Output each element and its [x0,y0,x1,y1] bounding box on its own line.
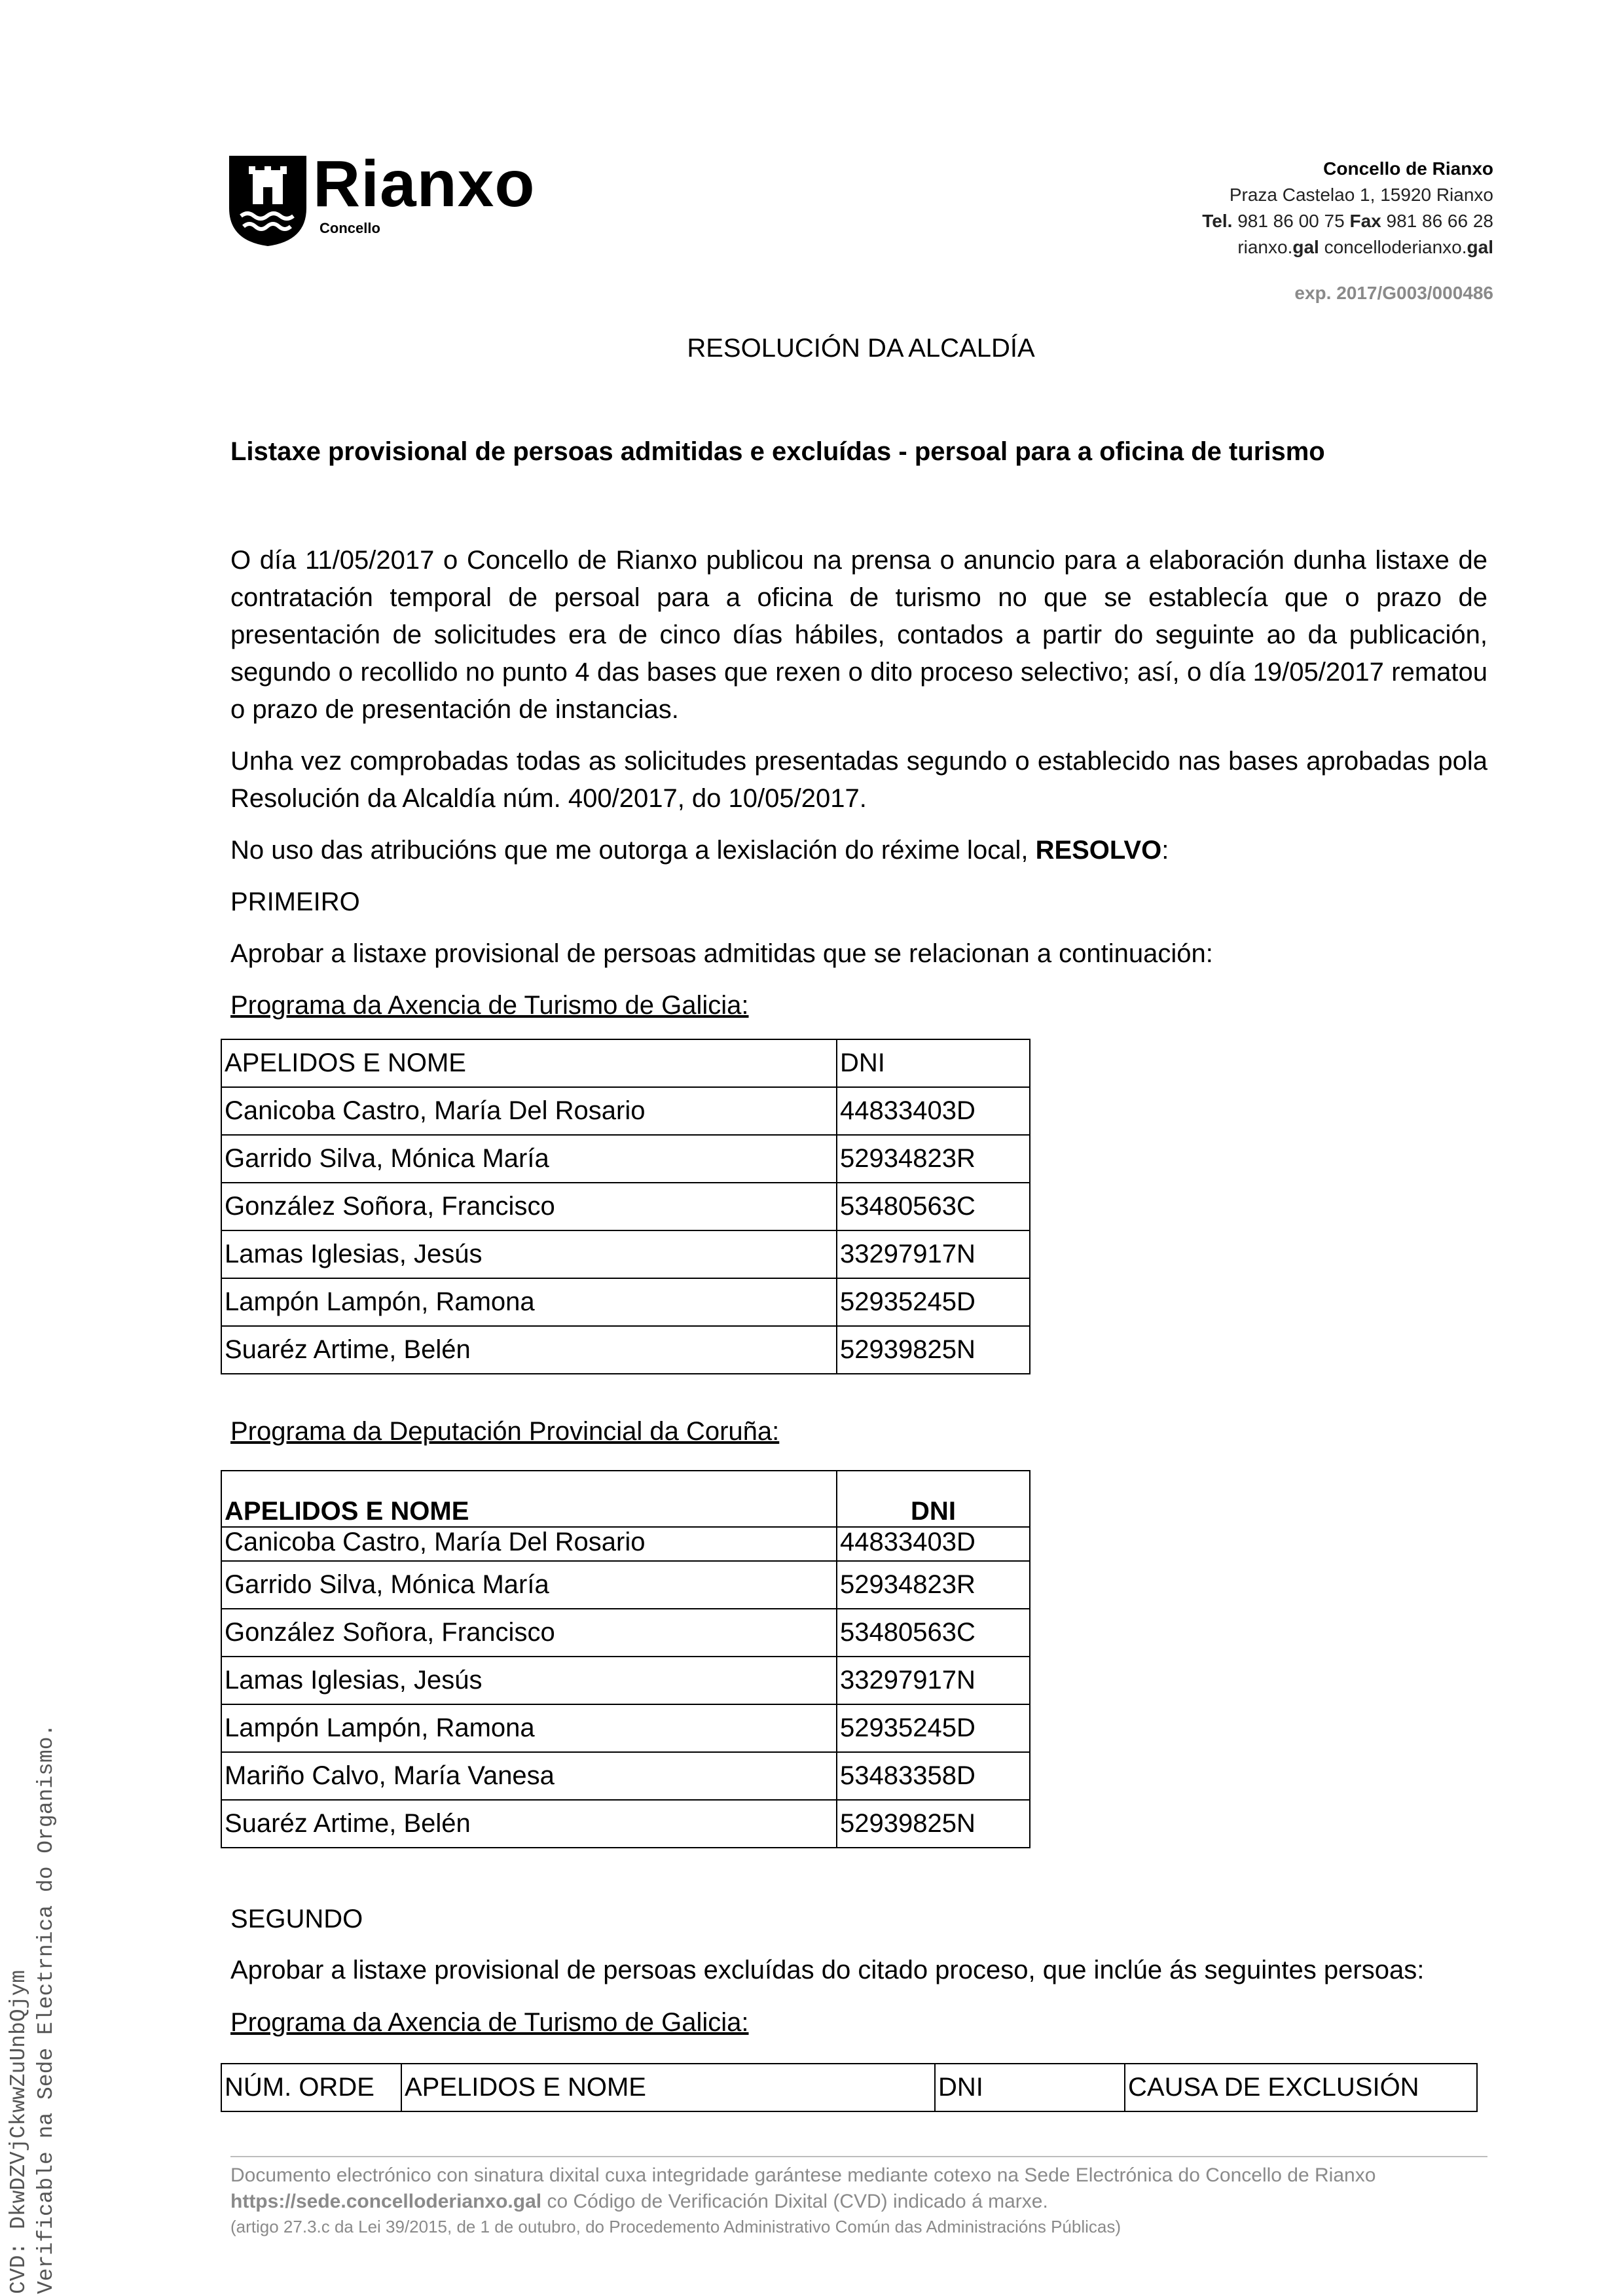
dni-cell: 52934823R [837,1561,1030,1609]
table-header-cell: DNI [837,1039,1030,1087]
table-header-cell: DNI [935,2064,1125,2111]
table-header-row [221,2064,1477,2111]
dni-cell: 52935245D [837,1278,1030,1326]
name-cell: Canicoba Castro, María Del Rosario [221,1527,837,1561]
footer-line-3: (artigo 27.3.c da Lei 39/2015, de 1 de outubro, do Procedemento Administrativo Común das Administracións Públicas) [230,2217,1122,2236]
dni-cell: 52935245D [837,1704,1030,1752]
table-header-row [221,1039,1030,1087]
shield-icon [229,156,306,246]
contact-block [1202,156,1493,260]
paragraph-4: Aprobar a listaxe provisional de persoas admitidas que se relacionan a continuación: [230,939,1213,968]
name-cell: Canicoba Castro, María Del Rosario [221,1087,837,1135]
program-3-title: Programa da Axencia de Turismo de Galicia: [230,2008,749,2037]
document-subject: Listaxe provisional de persoas admitidas e excluídas - persoal para a oficina de turismo [230,437,1325,466]
program-1-title: Programa da Axencia de Turismo de Galicia: [230,991,749,1020]
logo-subtitle: Concello [319,220,380,236]
table-header-cell: CAUSA DE EXCLUSIÓN [1125,2064,1477,2111]
sede-link[interactable]: https://sede.concelloderianxo.gal [230,2191,542,2212]
table-header-cell: DNI [837,1471,1030,1527]
cvd-margin [5,1509,77,2294]
dni-cell: 52939825N [837,1800,1030,1848]
contact-phone-fax: Tel. 981 86 00 75 Fax 981 86 66 28 [1202,211,1493,231]
admitted-table-coruna [221,1470,1030,1848]
footer-line-1: Documento electrónico con sinatura dixital cuxa integridade garántese mediante cotexo na Sede Electrónica do Concello de Rianxo [230,2164,1376,2186]
logo-wordmark: Rianxo [313,147,536,221]
section-primeiro: PRIMEIRO [230,888,360,916]
table-row [221,1326,1030,1374]
program-2-title: Programa da Deputación Provincial da Coruña: [230,1417,780,1446]
table-row [221,1183,1030,1230]
cvd-code: CVD: DkwDZVjCkwwZuUnbQjym [7,1969,31,2294]
dni-cell: 53480563C [837,1609,1030,1657]
name-cell: Lamas Iglesias, Jesús [221,1657,837,1704]
paragraph-3: No uso das atribucións que me outorga a lexislación do réxime local, RESOLVO: [230,836,1169,865]
table-row [221,1752,1030,1800]
table-row [221,1135,1030,1183]
table-header-cell: APELIDOS E NOME [221,1471,837,1527]
name-cell: Suaréz Artime, Belén [221,1326,837,1374]
document-heading: RESOLUCIÓN DA ALCALDÍA [687,334,1035,363]
cvd-note: Verificable na Sede Electrnica do Organismo. [34,1723,58,2294]
table-row [221,1278,1030,1326]
table-row [221,1704,1030,1752]
table-row [221,1561,1030,1609]
rianxo-logo [229,147,570,247]
footer-line-2: https://sede.concelloderianxo.gal co Código de Verificación Dixital (CVD) indicado á marxe. [230,2191,1048,2212]
table-header-cell: NÚM. ORDE [221,2064,401,2111]
table-row [221,1087,1030,1135]
dni-cell: 53483358D [837,1752,1030,1800]
table-header-cell: APELIDOS E NOME [221,1039,837,1087]
dni-cell: 33297917N [837,1230,1030,1278]
table-header-row [221,1471,1030,1527]
contact-address: Praza Castelao 1, 15920 Rianxo [1229,185,1493,205]
name-cell: Suaréz Artime, Belén [221,1800,837,1848]
footer [230,2156,1487,2238]
dni-cell: 33297917N [837,1657,1030,1704]
dni-cell: 53480563C [837,1183,1030,1230]
dni-cell: 52939825N [837,1326,1030,1374]
name-cell: González Soñora, Francisco [221,1609,837,1657]
paragraph-1: O día 11/05/2017 o Concello de Rianxo publicou na prensa o anuncio para a elaboración dunha listaxe de contratación temporal de persoal para a oficina de turismo no que se establecía que o prazo de presentación de solicitudes era de cinco días hábiles, contados a partir do seguinte ao da publicación, segundo o recollido no punto 4 das bases que rexen o dito proceso selectivo; así, o día 19/05/2017 rematou o prazo de presentación de instancias. [230,546,1487,724]
name-cell: Lampón Lampón, Ramona [221,1278,837,1326]
table-row [221,1230,1030,1278]
table-header-cell: APELIDOS E NOME [401,2064,935,2111]
table-row [221,1800,1030,1848]
paragraph-5: Aprobar a listaxe provisional de persoas excluídas do citado proceso, que inclúe ás seguintes persoas: [230,1956,1425,1984]
name-cell: Mariño Calvo, María Vanesa [221,1752,837,1800]
name-cell: Garrido Silva, Mónica María [221,1135,837,1183]
contact-title: Concello de Rianxo [1323,158,1493,179]
name-cell: Lampón Lampón, Ramona [221,1704,837,1752]
table-row [221,1657,1030,1704]
expedient-number: exp. 2017/G003/000486 [1294,283,1493,303]
dni-cell: 44833403D [837,1527,1030,1561]
admitted-table-galicia [221,1039,1030,1374]
table-row [221,1527,1030,1561]
name-cell: Lamas Iglesias, Jesús [221,1230,837,1278]
document-body [230,542,1487,1024]
table-row [221,1609,1030,1657]
paragraph-2: Unha vez comprobadas todas as solicitudes presentadas segundo o establecido nas bases aprobadas pola Resolución da Alcaldía núm. 400/2017, do 10/05/2017. [230,747,1487,813]
dni-cell: 52934823R [837,1135,1030,1183]
section-segundo: SEGUNDO [230,1905,363,1933]
contact-web[interactable]: rianxo.gal concelloderianxo.gal [1237,237,1493,257]
excluded-table-galicia [221,2063,1478,2112]
name-cell: González Soñora, Francisco [221,1183,837,1230]
name-cell: Garrido Silva, Mónica María [221,1561,837,1609]
dni-cell: 44833403D [837,1087,1030,1135]
